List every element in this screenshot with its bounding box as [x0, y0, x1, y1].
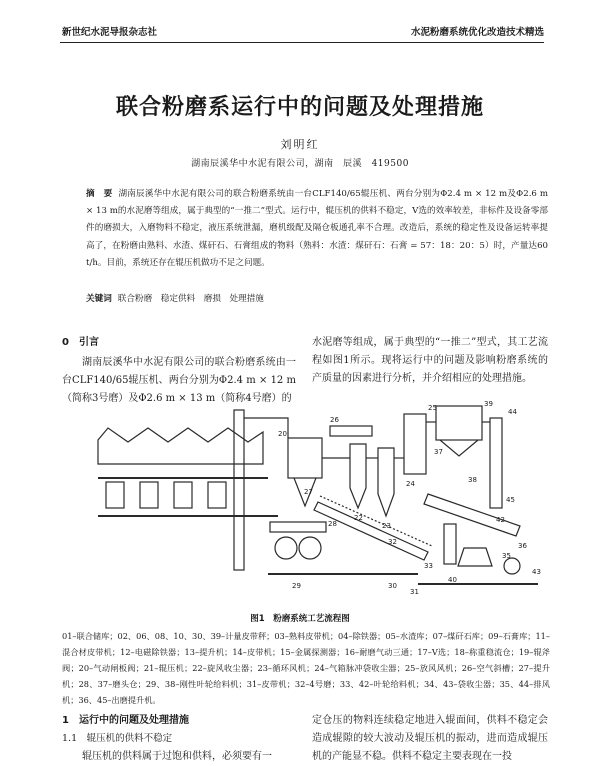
figure-label: 33	[424, 562, 433, 570]
header-rule	[60, 42, 544, 43]
abstract	[86, 186, 548, 272]
running-header-left: 新世纪水泥导报杂志社	[62, 27, 158, 38]
keywords-label: 关键词	[86, 294, 112, 304]
figure-label: 26	[330, 416, 339, 424]
intro-right-paragraph: 水泥磨等组成，属于典型的“一推二”型式，其工艺流程如图1所示。现将运行中的问题及影响粉磨系统的产质量的因素进行分析，并介绍相应的处理措施。	[312, 337, 548, 384]
figure-caption: 图1 粉磨系统工艺流程图	[250, 614, 350, 624]
figure-label: 45	[506, 496, 515, 504]
figure-label: 32	[388, 538, 397, 546]
figure-label: 35	[502, 552, 511, 560]
figure-label: 31	[410, 588, 419, 596]
running-header-right: 水泥粉磨系统优化改造技术精选	[410, 27, 544, 38]
intro-left-column	[62, 334, 296, 408]
figure-label: 29	[292, 582, 301, 590]
figure-label: 44	[508, 408, 517, 416]
keywords-text: 联合粉磨 稳定供料 磨损 处理措施	[117, 294, 264, 304]
intro-heading: 0 引言	[62, 337, 99, 348]
figure-label: 22	[354, 514, 363, 522]
author: 刘明红	[280, 138, 320, 151]
figure-label: 43	[532, 568, 541, 576]
keywords	[86, 292, 548, 304]
affiliation: 湖南辰溪华中水泥有限公司，湖南 辰溪 419500	[191, 159, 409, 169]
figure-label: 42	[496, 516, 505, 524]
figure-label: 36	[518, 542, 527, 550]
figure-label: 39	[484, 400, 493, 408]
figure-label: 25	[428, 404, 437, 412]
process-flow-diagram	[88, 398, 548, 604]
figure-label: 30	[388, 582, 397, 590]
figure-label: 23	[382, 522, 391, 530]
figure-label: 24	[406, 480, 415, 488]
section1-heading: 1 运行中的问题及处理措施	[62, 715, 189, 726]
section1-right-paragraph: 定仓压的物料连续稳定地进入辊面间，供料不稳定会造成辊隙的较大波动及辊压机的振动，进而造成辊压机的产能显不稳。供料不稳定主要表现在一投	[312, 715, 548, 762]
figure-legend: 01–联合储库；02、06、08、10、30、39–计量皮带秤；03–熟料皮带机；04–除铁器；05–水渣库；07–煤矸石库；09–石膏库；11–混合材皮带机；12–电磁除铁器；13–提升机；14–皮带机；15–金属探测器；16–耐磨气动三通；17–V选；18–称重稳流仓；19–辊斧阀；20–气动闸板阀；21–辊压机；22–旋风收尘器；23–循环风机；24–气箱脉冲袋收尘器；25–放风风机；26–空气斜槽；27–提升机；28、37–磨头仓；29、38–刚性叶轮给料机；31–皮带机；32–4号磨；33、42–叶轮给料机；34、43–袋收尘器；35、44–排风机；36、45–出磨提升机。	[62, 631, 550, 705]
running-header	[62, 24, 544, 40]
figure-label: 27	[304, 488, 313, 496]
section1-left-paragraph: 辊压机的供料属于过饱和供料，必须要有一	[82, 751, 272, 762]
abstract-label: 摘 要	[86, 189, 113, 199]
section1-left	[62, 712, 296, 766]
figure-label: 40	[448, 576, 457, 584]
figure-label: 28	[328, 520, 337, 528]
figure-label: 37	[434, 448, 443, 456]
figure-label: 38	[468, 476, 477, 484]
section1-subheading: 1.1 辊压机的供料不稳定	[62, 733, 173, 744]
intro-left-paragraph: 湖南辰溪华中水泥有限公司的联合粉磨系统由一台CLF140/65辊压机、两台分别为Φ2.4 m × 12 m（简称3号磨）及Φ2.6 m × 13 m（简称4号磨）的	[62, 357, 296, 404]
article-title: 联合粉磨系运行中的问题及处理措施	[115, 95, 484, 120]
abstract-text: 湖南辰溪华中水泥有限公司的联合粉磨系统由一台CLF140/65辊压机、两台分别为Φ2.4 m × 12 m及Φ2.6 m × 13 m的水泥磨等组成，属于典型的“一推二”型式。运行中，辊压机的供料不稳定，V选的效率较差，非标件及设备零部件的磨损大，入磨物料不稳定，液压系统泄漏，磨机级配及隔仓板通孔率不合理。改造后，系统的稳定性及设备运转率提高了，在粉磨由熟料、水渣、煤矸石、石膏组成的物料（熟料：水渣：煤矸石：石膏 = 57：18：20：5）时，产量达60 t/h。目前，系统还存在辊压机做功不足之问题。	[86, 189, 548, 268]
intro-right-column	[312, 334, 548, 388]
figure-label: 20	[278, 430, 287, 438]
